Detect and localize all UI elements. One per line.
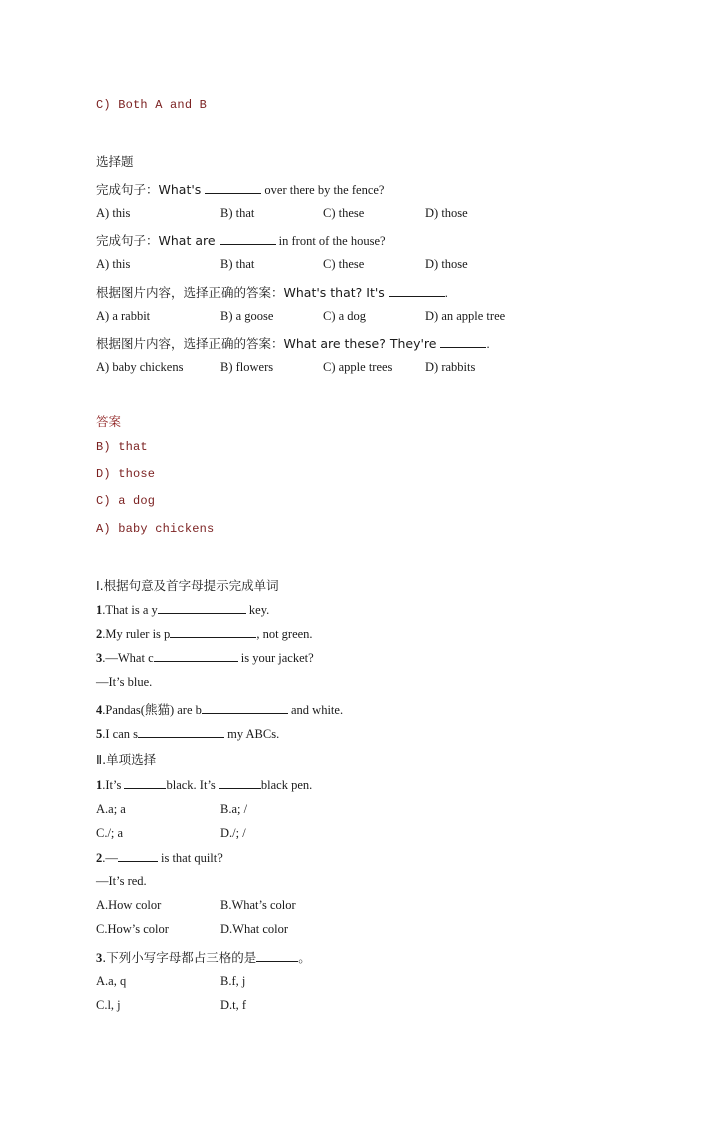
option-d: D./; / (220, 826, 246, 840)
answer-item: A) baby chickens (96, 522, 215, 536)
part1-item-3-reply: —It’s blue. (96, 675, 153, 689)
section-title-choice: 选择题 (96, 154, 134, 169)
option-d: D.What color (220, 922, 289, 936)
option-d: D) an apple tree (425, 309, 506, 323)
question-3-stem: 根据图片内容，选择正确的答案：What's that? It's . (96, 285, 448, 300)
option-c: C) these (323, 206, 365, 220)
answer-blank (138, 726, 224, 738)
option-a: A) a rabbit (96, 309, 151, 323)
answer-blank (202, 702, 288, 714)
part2-question-1: 1.It’s black. It’s black pen. (96, 778, 313, 792)
option-b: B.f, j (220, 974, 246, 988)
option-a: A) this (96, 206, 131, 220)
option-b: B) that (220, 206, 255, 220)
answer-item: D) those (96, 467, 156, 481)
option-b: B) that (220, 257, 255, 271)
option-d: D.t, f (220, 998, 247, 1012)
option-d: D) those (425, 257, 468, 271)
answer-blank (219, 777, 261, 789)
previous-answer: C) Both A and B (96, 98, 208, 112)
answer-blank (205, 182, 261, 194)
answer-item: B) that (96, 440, 148, 454)
option-c: C) these (323, 257, 365, 271)
answer-blank (154, 650, 238, 662)
answer-blank (158, 602, 246, 614)
option-d: D) rabbits (425, 360, 476, 374)
section-title-answers: 答案 (96, 414, 122, 429)
option-d: D) those (425, 206, 468, 220)
option-a: A.a; a (96, 802, 126, 816)
part2-question-2: 2.— is that quilt? (96, 851, 223, 865)
option-a: A.a, q (96, 974, 127, 988)
option-b: B) flowers (220, 360, 274, 374)
option-a: A) baby chickens (96, 360, 184, 374)
option-c: C) apple trees (323, 360, 393, 374)
option-a: A.How color (96, 898, 162, 912)
part1-item-3: 3.—What c is your jacket? (96, 651, 314, 665)
option-c: C) a dog (323, 309, 367, 323)
answer-blank (124, 777, 166, 789)
option-c: C.How’s color (96, 922, 169, 936)
option-b: B.a; / (220, 802, 248, 816)
option-c: C.l, j (96, 998, 121, 1012)
part2-question-2-reply: —It’s red. (96, 874, 147, 888)
part1-item-2: 2.My ruler is p , not green. (96, 627, 313, 641)
answer-blank (389, 285, 445, 297)
part2-question-3: 3.下列小写字母都占三格的是 。 (96, 950, 311, 965)
section-title-part1: Ⅰ.根据句意及首字母提示完成单词 (96, 578, 279, 593)
answer-blank (170, 626, 256, 638)
option-b: B) a goose (220, 309, 274, 323)
answer-item: C) a dog (96, 494, 156, 508)
part1-item-4: 4.Pandas(熊猫) are b and white. (96, 703, 344, 717)
part1-item-5: 5.I can s my ABCs. (96, 727, 280, 741)
question-4-stem: 根据图片内容，选择正确的答案：What are these? They're . (96, 336, 490, 351)
option-b: B.What’s color (220, 898, 296, 912)
question-2-stem: 完成句子：What are in front of the house? (96, 233, 386, 248)
answer-blank (220, 233, 276, 245)
section-title-part2: Ⅱ.单项选择 (96, 752, 157, 767)
part1-item-1: 1.That is a y key. (96, 603, 270, 617)
answer-blank (118, 850, 158, 862)
answer-blank (440, 336, 486, 348)
option-c: C./; a (96, 826, 124, 840)
option-a: A) this (96, 257, 131, 271)
answer-blank (256, 950, 298, 962)
question-1-stem: 完成句子：What's over there by the fence? (96, 182, 385, 197)
